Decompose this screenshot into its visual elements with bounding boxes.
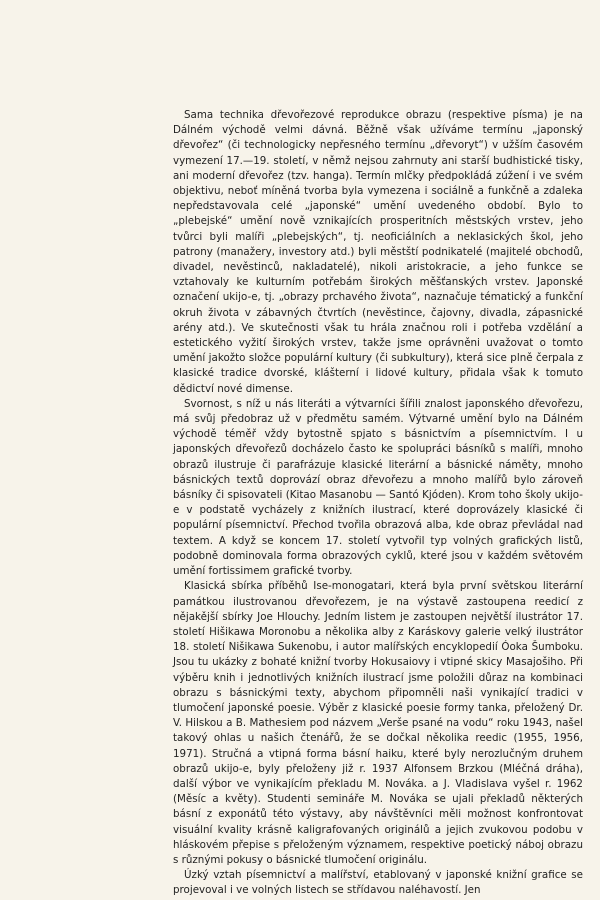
paragraph-1: Sama technika dřevořezové reprodukce obrazu (respektive písma) je na Dálném východě velmi dávná. Běžně však užíváme termínu „japonský dřevořez“ (či technologicky nepřesného termínu „dřevoryt“) v užším časovém vymezení 17.—19. století, v němž nejsou zahrnuty ani starší budhistické tisky, ani moderní dřevořez (tzv. hanga). Termín mlčky předpokládá zúžení i ve svém objektivu, neboť míněná tvorba byla vymezena i sociálně a funkčně a zdaleka nepředstavovala celé „japonské“ umění uvedeného období. Bylo to „plebejské“ umění nově vznikajících prosperitních městských vrstev, jeho tvůrci byli malíři „plebejských“, tj. neoficiálních a neklasických škol, jeho patrony (manažery, investory atd.) byli městští podnikatelé (majitelé obchodů, divadel, nevěstinců, nakladatelé), nikoli aristokracie, a jeho funkce se vztahovaly ke kulturním potřebám širokých měšťanských vrstev. Japonské označení ukijo-e, tj. „obrazy prchavého života“, naznačuje tématický a funkční okruh života v zábavných čtvrtích (nevěstince, čajovny, divadla, zápasnické arény atd.). Ve skutečnosti však tu hrála značnou roli i potřeba vzdělání a estetického vyžití širokých vrstev, takže jsme oprávněni uvažovat o tomto umění jakožto složce populární kultury (či subkultury), která sice plně čerpala z klasické tradice dvorské, klášterní i lidové kultury, přidala však k tomuto dědictví nové dimense. (173, 109, 583, 395)
paragraph-4: Úzký vztah písemnictví a malířství, etablovaný v japonské knižní grafice se projevoval i ve volných listech se střídavou naléhavostí. Jen (173, 869, 583, 897)
paragraph-2: Svornost, s níž u nás literáti a výtvarníci šířili znalost japonského dřevořezu, má svůj předobraz už v předmětu samém. Výtvarné umění bylo na Dálném východě téměř vždy bytostně spjato s básnictvím a písemnictvím. I u japonských dřevořezů docházelo často ke spolupráci básníků s malíři, mnoho obrazů ilustruje či parafrázuje klasické literární a básnické náměty, mnoho básnických textů doprovází obraz dřevořezu a mnoho malířů bylo zároveň básníky či spisovateli (Kitao Masanobu — Santó Kjóden). Krom toho školy ukijo-e v podstatě vycházely z knižních ilustrací, které doprovázely klasické či populární písemnictví. Přechod tvořila obrazová alba, kde obraz převládal nad textem. A když se koncem 17. století vytvořil typ volných grafických listů, podobně dominovala forma obrazových cyklů, které jsou v každém světovém umění fortissimem grafické tvorby. (173, 397, 583, 578)
paragraph-3: Klasická sbírka příběhů Ise-monogatari, která byla první světskou literární památkou ilustrovanou dřevořezem, je na výstavě zastoupena reedicí z nějakější sbírky Joe Hlouchy. Jedním listem je zastoupen největší ilustrátor 17. století Hišikawa Moronobu a několika alby z Karáskovy galerie velký ilustrátor 18. století Nišikawa Sukenobu, i autor malířských encyklopedií Óoka Šumboku. Jsou tu ukázky z bohaté knižní tvorby Hokusaiovy i vtipné skicy Masajošiho. Při výběru knih i jednotlivých knižních ilustrací jsme položili důraz na kombinaci obrazu s básnickými texty, abychom připomněli naši vynikající tradici v tlumočení japonské poesie. Výběr z klasické poesie formy tanka, přeložený Dr. V. Hilskou a B. Mathesiem pod názvem „Verše psané na vodu“ roku 1943, našel takový ohlas u našich čtenářů, že se dočkal několika reedic (1955, 1956, 1971). Stručná a vtipná forma básní haiku, které byly nerozlučným druhem obrazů ukijo-e, byly přeloženy již r. 1937 Alfonsem Brzkou (Mléčná dráha), další výbor ve vynikajícím překladu M. Nováka. a J. Vladislava vyšel r. 1962 (Měsíc a květy). Studenti semináře M. Nováka se ujali překladů některých básní z exponátů této výstavy, aby návštěvníci měli možnost konfrontovat visuální kvality krásně kaligrafovaných originálů a jejich zvukovou podobu v hláskovém přepise s přeloženým významem, respektive poetický náboj obrazu s různými pokusy o básnické tlumočení originálu. (173, 580, 583, 866)
body-text (173, 108, 583, 899)
